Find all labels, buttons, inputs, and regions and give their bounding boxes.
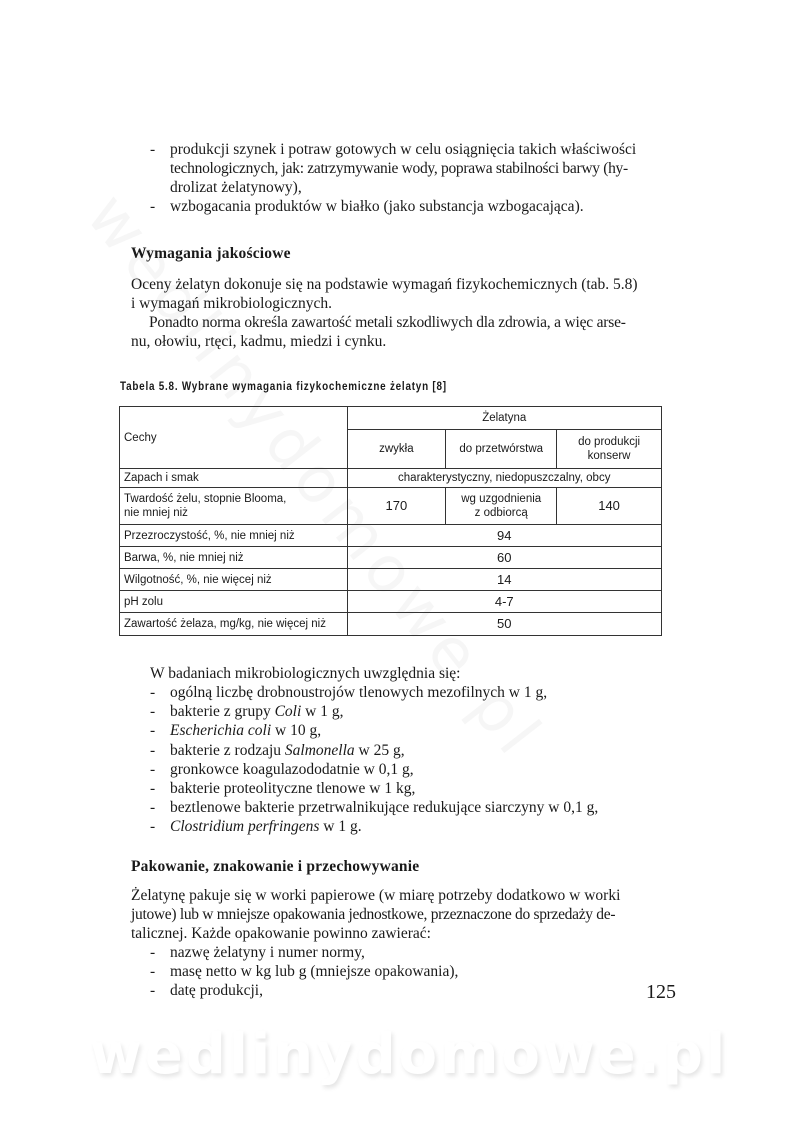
text-line: Żelatynę pakuje się w worki papierowe (w miarę potrzeby dodatkowo w worki (131, 887, 621, 904)
text-line: i wymagań mikrobiologicznych. (131, 295, 333, 312)
subheader-canning: do produkcji konserw (557, 430, 662, 469)
section-heading-quality: Wymagania jakościowe (131, 245, 291, 262)
row-value: 14 (347, 569, 662, 591)
value-line: z odbiorcą (474, 507, 528, 519)
row-feature: Barwa, %, nie mniej niż (120, 547, 348, 569)
list-item (150, 817, 670, 836)
bullet-dash: - (150, 684, 156, 701)
list-item-text: technologicznych, jak: zatrzymywanie wody, poprawa stabilności barwy (hy- (170, 160, 628, 177)
row-value-canning: 140 (557, 488, 662, 525)
row-value-ordinary: 170 (347, 488, 446, 525)
list-item-text: w 10 g, (271, 722, 322, 740)
row-feature: pH zolu (120, 591, 348, 613)
list-item-text: beztlenowe bakterie przetrwalnikujące redukujące siarczyny w 0,1 g, (170, 799, 599, 817)
list-item-text: gronkowce koagulazododatnie w 0,1 g, (170, 760, 414, 778)
header-gelatin-group: Żelatyna (347, 407, 662, 430)
list-item-text: datę produkcji, (170, 982, 263, 999)
page-number: 125 (646, 981, 676, 1003)
list-item (150, 197, 670, 216)
row-feature: Przezroczystość, %, nie mniej niż (120, 525, 348, 547)
text-line: Ponadto norma określa zawartość metali szkodliwych dla zdrowia, a więc arse- (149, 314, 626, 331)
italic-term: Coli (274, 703, 302, 721)
list-item-text: nazwę żelatyny i numer normy, (170, 944, 365, 961)
list-item-text: ogólną liczbę drobnoustrojów tlenowych mezofilnych w 1 g, (170, 684, 548, 701)
italic-term: Escherichia coli (170, 722, 272, 740)
bullet-dash: - (150, 198, 156, 215)
table-row (120, 547, 662, 569)
bullet-dash: - (150, 818, 156, 836)
row-feature (120, 488, 348, 525)
bullet-dash: - (150, 799, 156, 817)
list-item-text: masę netto w kg lub g (mniejsze opakowania), (170, 963, 459, 980)
table-row (120, 591, 662, 613)
bullet-dash: - (150, 141, 156, 158)
list-item (150, 779, 670, 798)
bullet-dash: - (150, 982, 156, 999)
list-item-text: drolizat żelatynowy), (170, 179, 302, 196)
bullet-dash: - (150, 703, 156, 721)
row-value: 60 (347, 547, 662, 569)
list-item-text: produkcji szynek i potraw gotowych w celu osiągnięcia takich właściwości (170, 141, 637, 158)
section-heading-packaging: Pakowanie, znakowanie i przechowywanie (131, 858, 420, 875)
italic-term: Salmonella (284, 741, 355, 759)
text-line: Oceny żelatyn dokonuje się na podstawie wymagań fizykochemicznych (tab. 5.8) (131, 276, 638, 293)
list-item-text: w 1 g, (301, 703, 344, 721)
list-item (150, 760, 670, 779)
list-item-text: bakterie z rodzaju (170, 741, 285, 759)
list-item-text: bakterie z grupy (170, 703, 275, 721)
bullet-dash: - (150, 780, 156, 798)
list-item (150, 981, 630, 1000)
list-item (150, 741, 670, 760)
list-item (150, 721, 670, 740)
requirements-table (119, 406, 662, 636)
row-feature: Wilgotność, %, nie więcej niż (120, 569, 348, 591)
text-line: nu, ołowiu, rtęci, kadmu, miedzi i cynku. (131, 333, 387, 350)
table-header-row (120, 407, 662, 430)
list-item (150, 702, 670, 721)
header-feature: Cechy (120, 407, 348, 469)
text-line: jutowe) lub w mniejsze opakowania jednostkowe, przeznaczone do sprzedaży de- (131, 906, 616, 923)
row-value: 94 (347, 525, 662, 547)
row-value: charakterystyczny, niedopuszczalny, obcy (347, 469, 662, 488)
list-item (150, 683, 670, 702)
list-item (150, 798, 670, 817)
subheader-processing: do przetwórstwa (446, 430, 557, 469)
bullet-dash: - (150, 722, 156, 740)
list-item (150, 140, 670, 197)
micro-bullet-list (150, 683, 670, 837)
subheader-ordinary: zwykła (347, 430, 446, 469)
bullet-dash: - (150, 760, 156, 778)
italic-term: Clostridium perfringens (170, 818, 320, 836)
text-line: talicznej. Każde opakowanie powinno zawierać: (131, 925, 431, 942)
bullet-dash: - (150, 944, 156, 961)
table-row (120, 469, 662, 488)
intro-bullet-list (150, 140, 670, 216)
bullet-dash: - (150, 741, 156, 759)
paragraph-quality (131, 275, 671, 351)
row-value: 50 (347, 613, 662, 636)
list-item-text: bakterie proteolityczne tlenowe w 1 kg, (170, 780, 416, 798)
table-row (120, 488, 662, 525)
packaging-bullet-list (150, 943, 630, 1000)
row-value-processing (446, 488, 557, 525)
micro-intro: W badaniach mikrobiologicznych uwzględnia się: (150, 665, 461, 682)
list-item-text: w 1 g. (319, 818, 362, 836)
row-feature: Zapach i smak (120, 469, 348, 488)
list-item-text: wzbogacania produktów w białko (jako substancja wzbogacająca). (170, 198, 584, 215)
list-item (150, 962, 630, 981)
table-row (120, 613, 662, 636)
paragraph-packaging (131, 886, 671, 943)
list-item (150, 943, 630, 962)
list-item-text: w 25 g, (354, 741, 405, 759)
table-row (120, 569, 662, 591)
row-feature: Zawartość żelaza, mg/kg, nie więcej niż (120, 613, 348, 636)
feature-line: nie mniej niż (124, 507, 188, 519)
table-row (120, 525, 662, 547)
bullet-dash: - (150, 963, 156, 980)
watermark-text: wedlinydomowe.pl (90, 1022, 729, 1087)
row-value: 4-7 (347, 591, 662, 613)
feature-line: Twardość żelu, stopnie Blooma, (124, 493, 287, 505)
value-line: wg uzgodnienia (461, 493, 542, 505)
table-caption: Tabela 5.8. Wybrane wymagania fizykochemiczne żelatyn [8] (120, 381, 447, 393)
